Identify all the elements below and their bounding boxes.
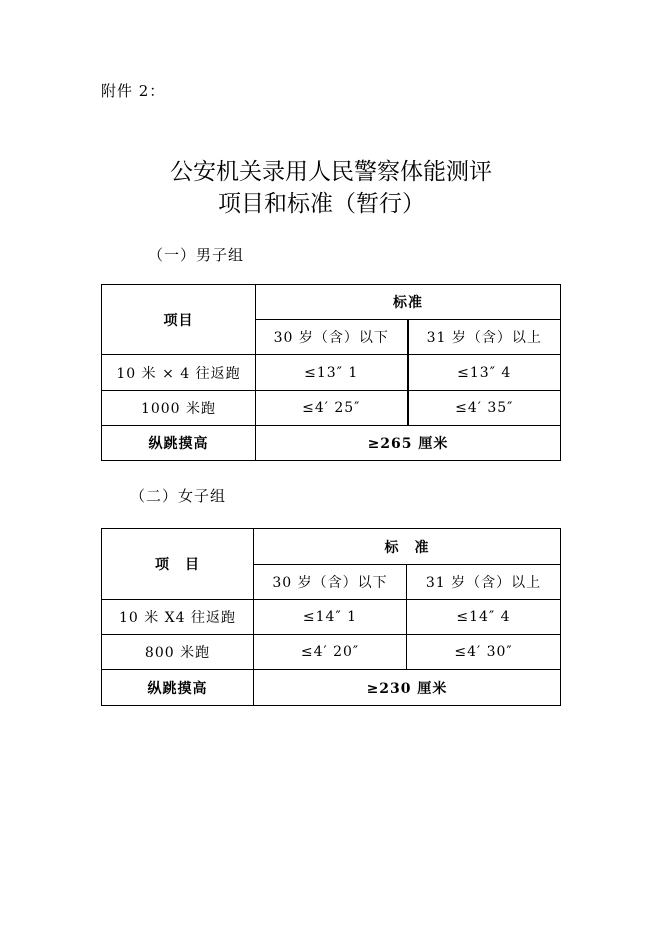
table-row	[102, 355, 561, 391]
header-age-under-30: 30 岁（含）以下	[256, 320, 408, 355]
row-value-all: ≥230 厘米	[254, 670, 561, 706]
header-item: 项 目	[102, 529, 254, 600]
document-title-line1: 公安机关录用人民警察体能测评	[170, 159, 492, 185]
table-row	[102, 600, 561, 635]
attachment-label: 附件 2：	[101, 82, 166, 100]
header-age-under-30: 30 岁（含）以下	[254, 565, 407, 600]
row-value-under-30: ≤4′ 25″	[256, 391, 408, 426]
male-group-heading: （一）男子组	[148, 246, 245, 264]
header-age-over-31: 31 岁（含）以上	[408, 320, 561, 355]
header-standard: 标准	[256, 285, 561, 320]
document-title-line2: 项目和标准（暂行）	[218, 191, 425, 217]
table-row	[102, 635, 561, 670]
female-group-heading: （二）女子组	[130, 487, 227, 505]
row-item: 纵跳摸高	[102, 670, 254, 706]
row-value-over-31: ≤4′ 35″	[408, 391, 561, 426]
row-item: 10 米 X4 往返跑	[102, 600, 254, 635]
row-item: 纵跳摸高	[102, 426, 256, 461]
table-row	[102, 426, 561, 461]
header-item: 项目	[102, 285, 256, 355]
row-item: 10 米 × 4 往返跑	[102, 355, 256, 391]
row-value-under-30: ≤13″ 1	[256, 355, 408, 391]
row-value-all: ≥265 厘米	[256, 426, 561, 461]
row-value-under-30: ≤4′ 20″	[254, 635, 407, 670]
table-row	[102, 670, 561, 706]
table-row	[102, 391, 561, 426]
row-value-over-31: ≤4′ 30″	[407, 635, 561, 670]
row-item: 1000 米跑	[102, 391, 256, 426]
row-item: 800 米跑	[102, 635, 254, 670]
header-standard: 标 准	[254, 529, 561, 565]
row-value-over-31: ≤14″ 4	[407, 600, 561, 635]
row-value-under-30: ≤14″ 1	[254, 600, 407, 635]
female-standards-table	[101, 528, 561, 706]
male-standards-table	[101, 284, 561, 461]
row-value-over-31: ≤13″ 4	[408, 355, 561, 391]
header-age-over-31: 31 岁（含）以上	[407, 565, 561, 600]
